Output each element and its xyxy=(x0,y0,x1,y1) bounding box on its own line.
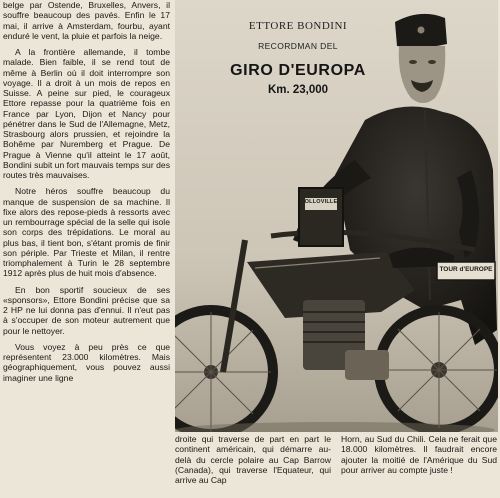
paragraph-1: belge par Ostende, Bruxelles, Anvers, il souffre beaucoup des pavés. Enfin le 17 mai, il arrive à Amsterdam, fourbu, ayant enduré le vent, la pluie et parfois la neige. xyxy=(3,0,170,41)
caption-distance: Km. 23,000 xyxy=(267,84,329,96)
paragraph-4: En bon sportif soucieux de ses «sponsors», Ettore Bondini précise que sa 2 HP ne lui donna pas d'ennui. Il n'eut pas à s'occuper de son moteur autrement que pour le nettoyer. xyxy=(3,284,170,336)
caption-title: RECORDMAN DEL xyxy=(258,41,338,51)
article-column-bottom-right xyxy=(341,434,497,498)
paragraph-3: Notre héros souffre beaucoup du manque de suspension de sa machine. Il fixe alors des repose-pieds à ressorts avec un rembourrage spécial de la selle qui isole son corps des trépidations. Le moral au plus bas, il tient bon, s'étant promis de finir son périple. Par Trieste et Milan, il rentre triomphalement à Turin le 28 septembre 1912 après plus de huit mois d'absence. xyxy=(3,186,170,279)
paragraph-mid: droite qui traverse de part en part le continent américain, qui démarre au-delà du cercle polaire au Cap Barrow (Canada), qui traverse l'Equateur, qui arrive au Cap xyxy=(175,434,331,485)
paragraph-5: Vous voyez à peu près ce que représentent 23.000 kilomètres. Mais géographiquement, vous pouvez aussi imaginer une ligne xyxy=(3,341,170,383)
paragraph-right: Horn, au Sud du Chili. Cela ne ferait que 18.000 kilomètres. Il faudrait encore ajouter la moitié de l'Amérique du Sud pour arriver au compte juste ! xyxy=(341,434,497,475)
paragraph-2: A la frontière allemande, il tombe malade. Bien faible, il se rend tout de même à Berlin où il doit interrompre son voyage. Il a droit à un mois de repos en Suisse. A peine sur pied, le courageux Ettore repasse pour la quatrième fois en France par Lyon, Dijon et Nancy pour pénétrer dans le Sud de l'Allemagne, Metz, Strasbourg alors prussien, et rejoindre la Bohême par Nuremberg et Prague. De Prague à Vienne qu'il atteint le 17 août, Bondini subit un fort mauvais temps sur des routes très mauvaises. xyxy=(3,47,170,180)
battery-box xyxy=(299,188,343,246)
caption-event: GIRO D'EUROPA xyxy=(230,62,366,79)
article-column-bottom-middle xyxy=(175,434,331,498)
historic-photo xyxy=(175,0,498,432)
battery-box-label: OLLOVILLE xyxy=(304,199,338,205)
tour-plate-label: TOUR d'EUROPE xyxy=(439,266,493,273)
article-column-left xyxy=(3,0,170,498)
caption-name: ETTORE BONDINI xyxy=(248,20,348,32)
